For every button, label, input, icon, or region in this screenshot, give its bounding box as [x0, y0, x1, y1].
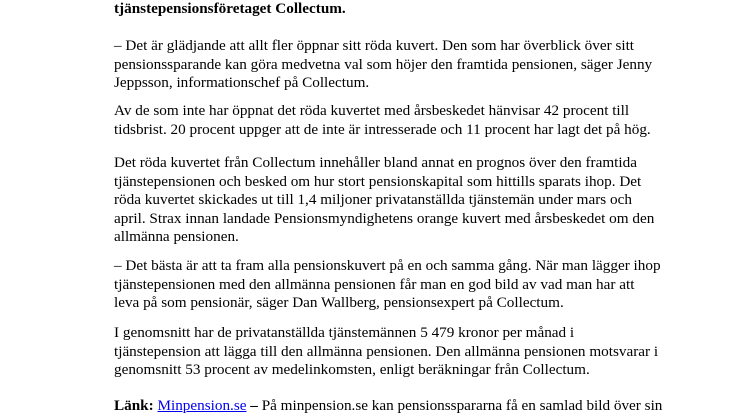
survey-paragraph: [114, 102, 740, 139]
text-line: Av de som inte har öppnat det röda kuvertet med årsbeskedet hänvisar 42 procent till: [114, 102, 630, 119]
text-line: genomsnitt 53 procent av medelinkomsten, enligt beräkningar från Collectum.: [114, 361, 590, 379]
text-line: tjänstepensionen med den allmänna pensionen får man en god bild av vad man har att: [114, 275, 635, 293]
dash-separator: –: [250, 397, 258, 414]
link-label: Länk:: [114, 397, 154, 414]
text-line: leva på som pensionär, säger Dan Wallberg, pensionsexpert på Collectum.: [114, 294, 564, 312]
text-line: april. Strax innan landade Pensionsmyndighetens orange kuvert med årsbeskedet om den: [114, 209, 655, 227]
link-paragraph: [114, 397, 740, 416]
text-line: – Det är glädjande att allt fler öppnar sitt röda kuvert. Den som har överblick över sitt: [114, 37, 635, 54]
quote-paragraph-jeppsson: [114, 37, 740, 93]
text-line: I genomsnitt har de privatanställda tjänstemännen 5 479 kronor per månad i: [114, 324, 575, 341]
text-line: tjänstepension att lägga till den allmänna pensionen. Den allmänna pensionen motsvarar i: [114, 342, 659, 360]
minpension-link[interactable]: Minpension.se: [157, 397, 247, 414]
average-paragraph: [114, 324, 740, 380]
text-line: tidsbrist. 20 procent uppger att de inte är intresserade och 11 procent har lagt det på hög.: [114, 120, 651, 138]
text-line: pensionssparande kan göra medvetna val som höjer den framtida pensionen, säger Jenny: [114, 55, 653, 73]
link-description: På minpension.se kan pensionsspararna få en samlad bild över sin: [261, 397, 663, 414]
text-line: Det röda kuvertet från Collectum innehåller bland annat en prognos över den framtida: [114, 154, 637, 171]
text-line: tjänstepensionen och besked om hur stort pensionskapital som hittills sparats ihop. Det: [114, 172, 642, 190]
text-line: allmänna pensionen.: [114, 228, 239, 246]
link-line: [114, 397, 740, 416]
quote-paragraph-wallberg: [114, 257, 740, 313]
heading-continuation: tjänstepensionsföretaget Collectum.: [114, 0, 346, 17]
text-line: Jeppsson, informationschef på Collectum.: [114, 74, 370, 92]
text-line: röda kuvertet skickades ut till 1,4 miljoner privatanställda tjänstemän under mars och: [114, 191, 632, 209]
envelope-paragraph: [114, 154, 740, 247]
text-line: – Det bästa är att ta fram alla pensionskuvert på en och samma gång. När man lägger ihop: [114, 257, 661, 274]
